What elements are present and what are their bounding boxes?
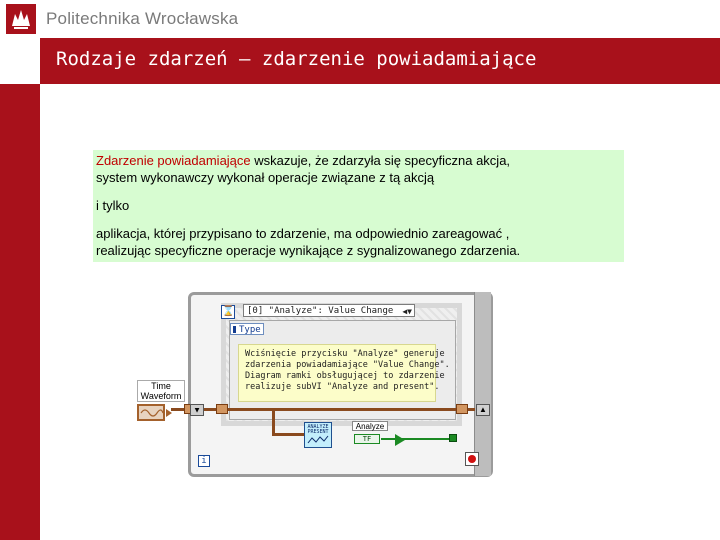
- analyze-button-terminal[interactable]: [352, 421, 388, 445]
- event-case-selector[interactable]: [243, 304, 415, 317]
- note-line-2: system wykonawczy wykonał operacje związane z tą akcją: [96, 170, 435, 185]
- event-input-tunnel: [216, 404, 228, 414]
- comment-line: realizuje subVI "Analyze and present".: [245, 382, 440, 392]
- analyze-button-label: Analyze: [352, 421, 388, 431]
- note-term: Zdarzenie powiadamiające: [96, 153, 251, 168]
- event-selector-text: [0] "Analyze": Value Change: [247, 306, 394, 316]
- stop-condition-icon: [465, 452, 479, 466]
- waveform-wire-branch: [272, 408, 275, 435]
- while-loop-border: [474, 292, 491, 476]
- boolean-terminal: TF: [354, 434, 380, 444]
- time-waveform-control[interactable]: [137, 380, 185, 422]
- hourglass-icon: ⌛: [222, 306, 235, 317]
- shift-register-right-icon: ▲: [476, 404, 490, 416]
- note-line-1-rest: wskazuje, że zdarzyła się specyficzna akcja,: [250, 153, 511, 168]
- event-data-type-node: Type: [230, 323, 264, 335]
- comment-line: Wciśnięcie przycisku "Analyze" generuje: [245, 349, 445, 359]
- left-accent-bar: [0, 84, 40, 540]
- header: [0, 0, 720, 38]
- note-line-1: [96, 152, 624, 169]
- iteration-terminal: i: [198, 455, 210, 467]
- note-line-3: i tylko: [96, 198, 130, 213]
- boolean-output-tunnel: [449, 434, 457, 442]
- diagram-comment: [238, 344, 450, 402]
- note-line-5: realizując specyficzne operacje wynikające z sygnalizowanego zdarzenia.: [96, 243, 521, 258]
- not-function-icon: [395, 434, 405, 446]
- definition-note: [93, 150, 624, 262]
- time-waveform-label: Time Waveform: [137, 380, 185, 402]
- comment-line: zdarzenia powiadamiające "Value Change".: [245, 360, 450, 370]
- analyze-present-subvi[interactable]: [304, 422, 332, 448]
- note-line-4: aplikacja, której przypisano to zdarzenie, ma odpowiednio zareagować ,: [96, 226, 510, 241]
- waveform-wire-to-subvi: [272, 433, 306, 436]
- selector-arrows-icon[interactable]: ◀▼: [402, 307, 412, 316]
- waveform-icon: [137, 404, 165, 421]
- university-logo-icon: [6, 4, 36, 34]
- shift-register-left-icon: ▲: [190, 404, 204, 416]
- title-bar: [40, 38, 720, 84]
- comment-line: Diagram ramki obsługującej to zdarzenie: [245, 371, 445, 381]
- subvi-label: ANALYZE PRESENT: [307, 424, 329, 435]
- brand-name: Politechnika Wrocławska: [46, 9, 239, 28]
- slide-title: Rodzaje zdarzeń – zdarzenie powiadamiające: [56, 48, 537, 70]
- subvi-graph-icon: [307, 435, 329, 445]
- event-output-tunnel: [456, 404, 468, 414]
- boolean-wire: [381, 438, 451, 440]
